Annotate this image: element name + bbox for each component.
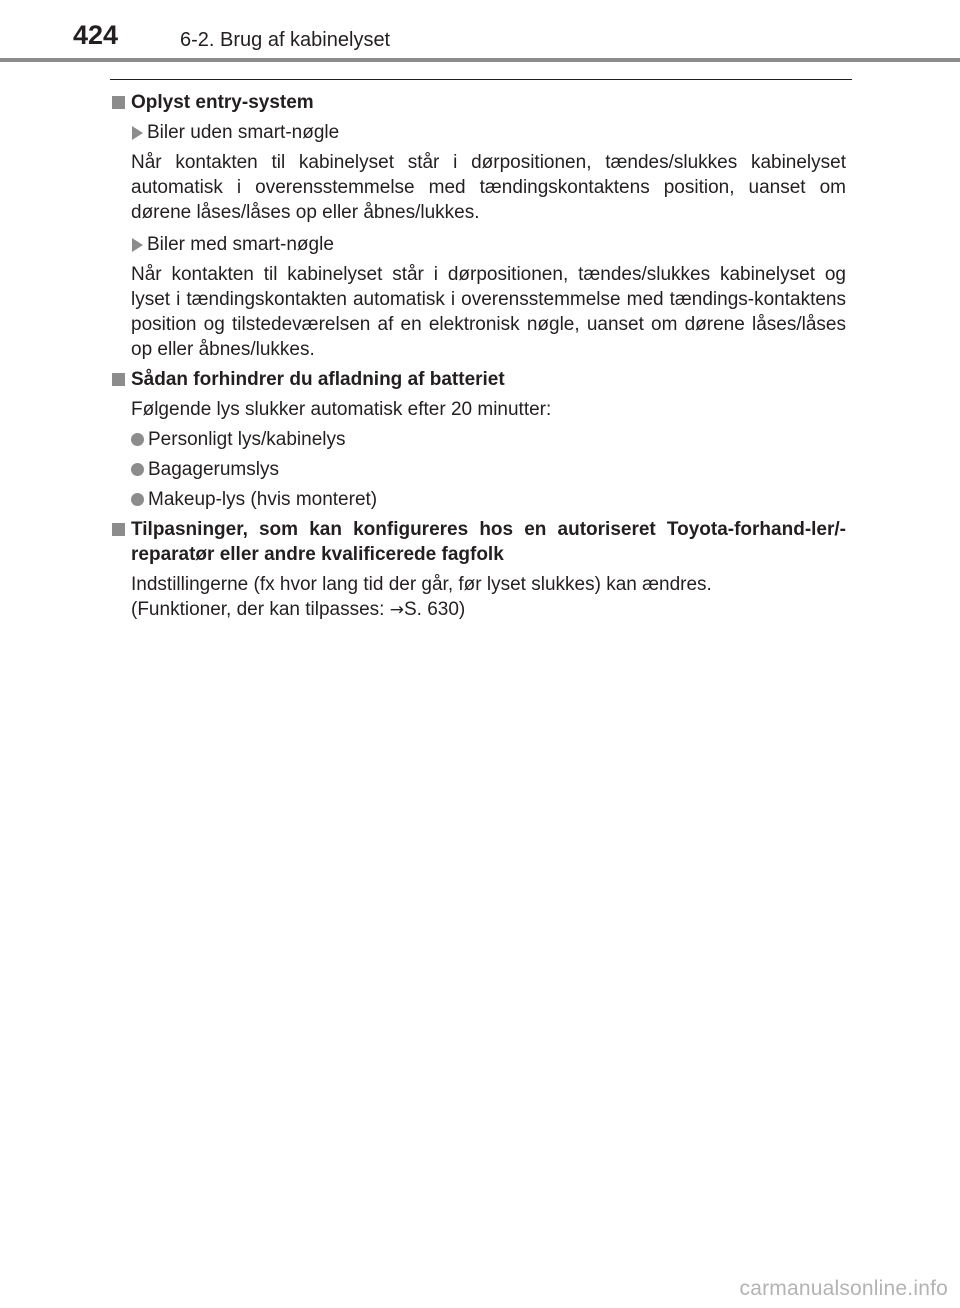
chapter-title: 6-2. Brug af kabinelyset	[180, 29, 391, 51]
section-heading-entry-system	[112, 90, 846, 115]
subsection-heading-without-smart-key	[112, 120, 846, 145]
subsection-heading-with-smart-key	[112, 232, 846, 257]
page-content	[112, 90, 846, 623]
section-heading-customization	[112, 517, 846, 567]
list-item-text: Bagagerumslys	[148, 459, 279, 480]
list-item	[112, 427, 846, 452]
subsection-heading-text: Biler uden smart-nøgle	[147, 122, 340, 143]
square-icon	[112, 96, 125, 109]
content-divider	[110, 79, 852, 80]
list-item	[112, 457, 846, 482]
list-item	[112, 487, 846, 512]
watermark: carmanualsonline.info	[739, 1277, 948, 1300]
paragraph: Når kontakten til kabinelyset står i dørpositionen, tændes/slukkes kabinelyset automatisk i overensstemmelse med tændingskontaktens position, uanset om dørene låses/låses op eller åbnes/lukkes.	[131, 152, 846, 223]
reference-prefix: (Funktioner, der kan tilpasses:	[131, 599, 390, 620]
page-header	[0, 0, 960, 62]
circle-icon	[131, 433, 144, 446]
square-icon	[112, 373, 125, 386]
paragraph: Følgende lys slukker automatisk efter 20 minutter:	[131, 399, 552, 420]
paragraph: Når kontakten til kabinelyset står i dørpositionen, tændes/slukkes kabinelyset og lyset i tændingskontakten automatisk i overensstemmelse med tændings-kontaktens position og tilstedeværelsen af en elektronisk nøgle, uanset om dørene låses/låses op eller åbnes/lukkes.	[131, 264, 846, 360]
section-heading-text: Tilpasninger, som kan konfigureres hos en autoriseret Toyota-forhand-ler/-reparatør eller andre kvalificerede fagfolk	[131, 519, 846, 565]
paragraph	[112, 572, 846, 623]
circle-icon	[131, 493, 144, 506]
header-rule	[0, 58, 960, 62]
section-heading-text: Sådan forhindrer du afladning af batteriet	[131, 369, 505, 390]
square-icon	[112, 523, 125, 536]
triangle-right-icon	[132, 126, 143, 140]
arrow-right-icon: →	[389, 600, 404, 620]
list-item-text: Personligt lys/kabinelys	[148, 429, 346, 450]
paragraph-text: Indstillingerne (fx hvor lang tid der går, før lyset slukkes) kan ændres.	[131, 574, 712, 595]
section-heading-text: Oplyst entry-system	[131, 92, 314, 113]
triangle-right-icon	[132, 238, 143, 252]
page-number: 424	[73, 20, 119, 50]
list-item-text: Makeup-lys (hvis monteret)	[148, 489, 378, 510]
section-heading-battery	[112, 367, 846, 392]
circle-icon	[131, 463, 144, 476]
subsection-heading-text: Biler med smart-nøgle	[147, 234, 334, 255]
page-reference: S. 630)	[404, 599, 466, 620]
